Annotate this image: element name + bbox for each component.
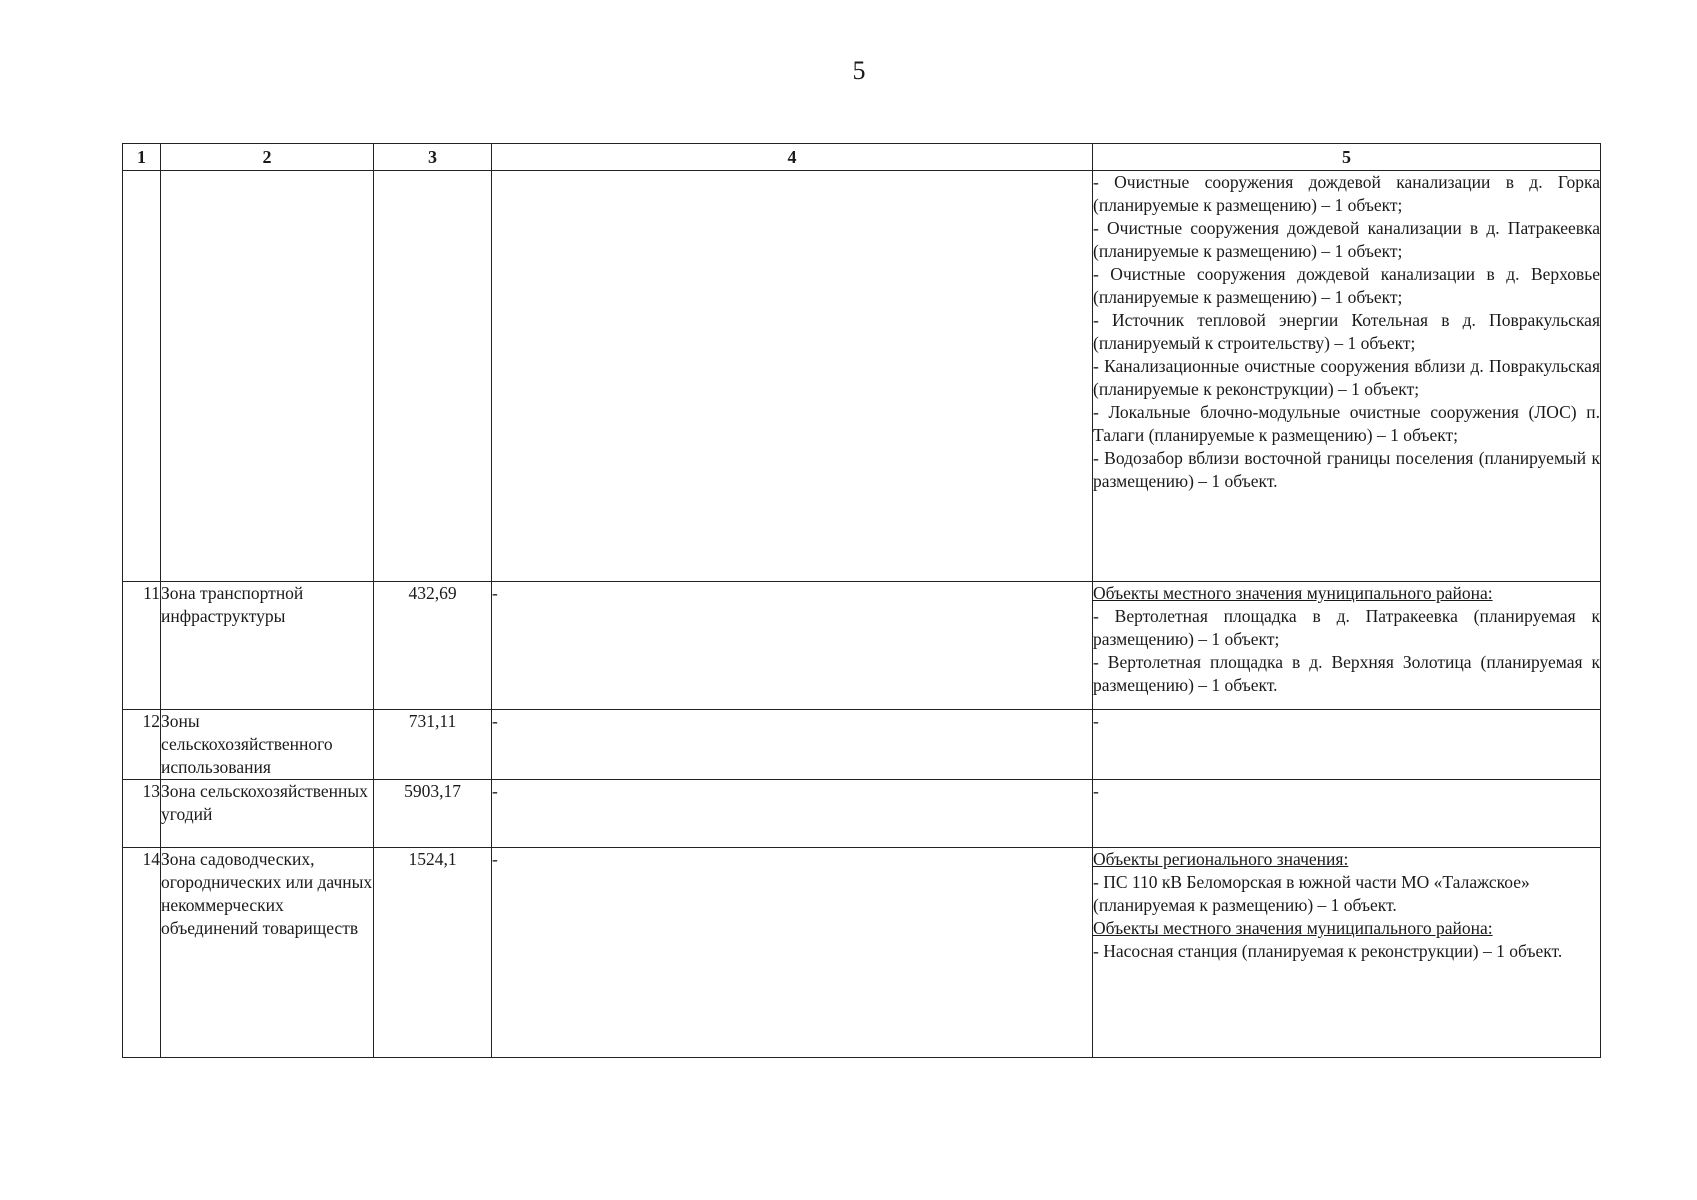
zone-area: 1524,1 <box>374 848 492 1058</box>
col4-value: - <box>492 780 1093 848</box>
object-item: - Очистные сооружения дождевой канализации в д. Патракеевка (планируемые к размещению) – 1 объект; <box>1093 218 1600 261</box>
header-row <box>123 144 1601 171</box>
header-col-5: 5 <box>1093 144 1601 171</box>
objects-cell <box>1093 582 1601 710</box>
header-col-4: 4 <box>492 144 1093 171</box>
objects-heading: Объекты местного значения муниципального района: <box>1093 918 1493 938</box>
table-row-continuation <box>123 171 1601 582</box>
col4-value: - <box>492 848 1093 1058</box>
table-row <box>123 710 1601 780</box>
objects-cell <box>1093 171 1601 582</box>
zone-name: Зона садоводческих, огороднических или дачных некоммерческих объединений товариществ <box>161 848 374 1058</box>
objects-cell: - <box>1093 710 1601 780</box>
zones-table <box>122 143 1601 1058</box>
row-number: 12 <box>123 710 161 780</box>
table-row <box>123 582 1601 710</box>
objects-cell <box>1093 848 1601 1058</box>
objects-heading: Объекты регионального значения: <box>1093 849 1349 869</box>
zone-area: 731,11 <box>374 710 492 780</box>
object-item: - ПС 110 кВ Беломорская в южной части МО «Талажское» (планируемая к размещению) – 1 объект. <box>1093 872 1530 915</box>
header-col-1: 1 <box>123 144 161 171</box>
table-row <box>123 780 1601 848</box>
object-item: - Вертолетная площадка в д. Патракеевка (планируемая к размещению) – 1 объект; <box>1093 606 1600 649</box>
object-item: - Локальные блочно-модульные очистные сооружения (ЛОС) п. Талаги (планируемые к размещению) – 1 объект; <box>1093 402 1600 445</box>
object-item: - Канализационные очистные сооружения вблизи д. Повракульская (планируемые к реконструкции) – 1 объект; <box>1093 356 1600 399</box>
col4-value: - <box>492 710 1093 780</box>
col4-value: - <box>492 582 1093 710</box>
zone-name: Зона сельскохозяйственных угодий <box>161 780 374 848</box>
header-col-2: 2 <box>161 144 374 171</box>
object-item: - Вертолетная площадка в д. Верхняя Золотица (планируемая к размещению) – 1 объект. <box>1093 652 1600 695</box>
zone-name: Зоны сельскохозяйственного использования <box>161 710 374 780</box>
row-number: 14 <box>123 848 161 1058</box>
page-number: 5 <box>852 56 866 85</box>
object-item: - Водозабор вблизи восточной границы поселения (планируемый к размещению) – 1 объект. <box>1093 448 1600 491</box>
object-item: - Очистные сооружения дождевой канализации в д. Горка (планируемые к размещению) – 1 объект; <box>1093 172 1600 215</box>
zone-area: 5903,17 <box>374 780 492 848</box>
table-row <box>123 848 1601 1058</box>
object-item: - Очистные сооружения дождевой канализации в д. Верховье (планируемые к размещению) – 1 объект; <box>1093 264 1600 307</box>
zone-name: Зона транспортной инфраструктуры <box>161 582 374 710</box>
objects-heading: Объекты местного значения муниципального района: <box>1093 583 1493 603</box>
object-item: - Источник тепловой энергии Котельная в д. Повракульская (планируемый к строительству) – 1 объект; <box>1093 310 1600 353</box>
objects-cell: - <box>1093 780 1601 848</box>
row-number: 11 <box>123 582 161 710</box>
header-col-3: 3 <box>374 144 492 171</box>
object-item: - Насосная станция (планируемая к реконструкции) – 1 объект. <box>1093 941 1563 961</box>
zone-area: 432,69 <box>374 582 492 710</box>
row-number: 13 <box>123 780 161 848</box>
